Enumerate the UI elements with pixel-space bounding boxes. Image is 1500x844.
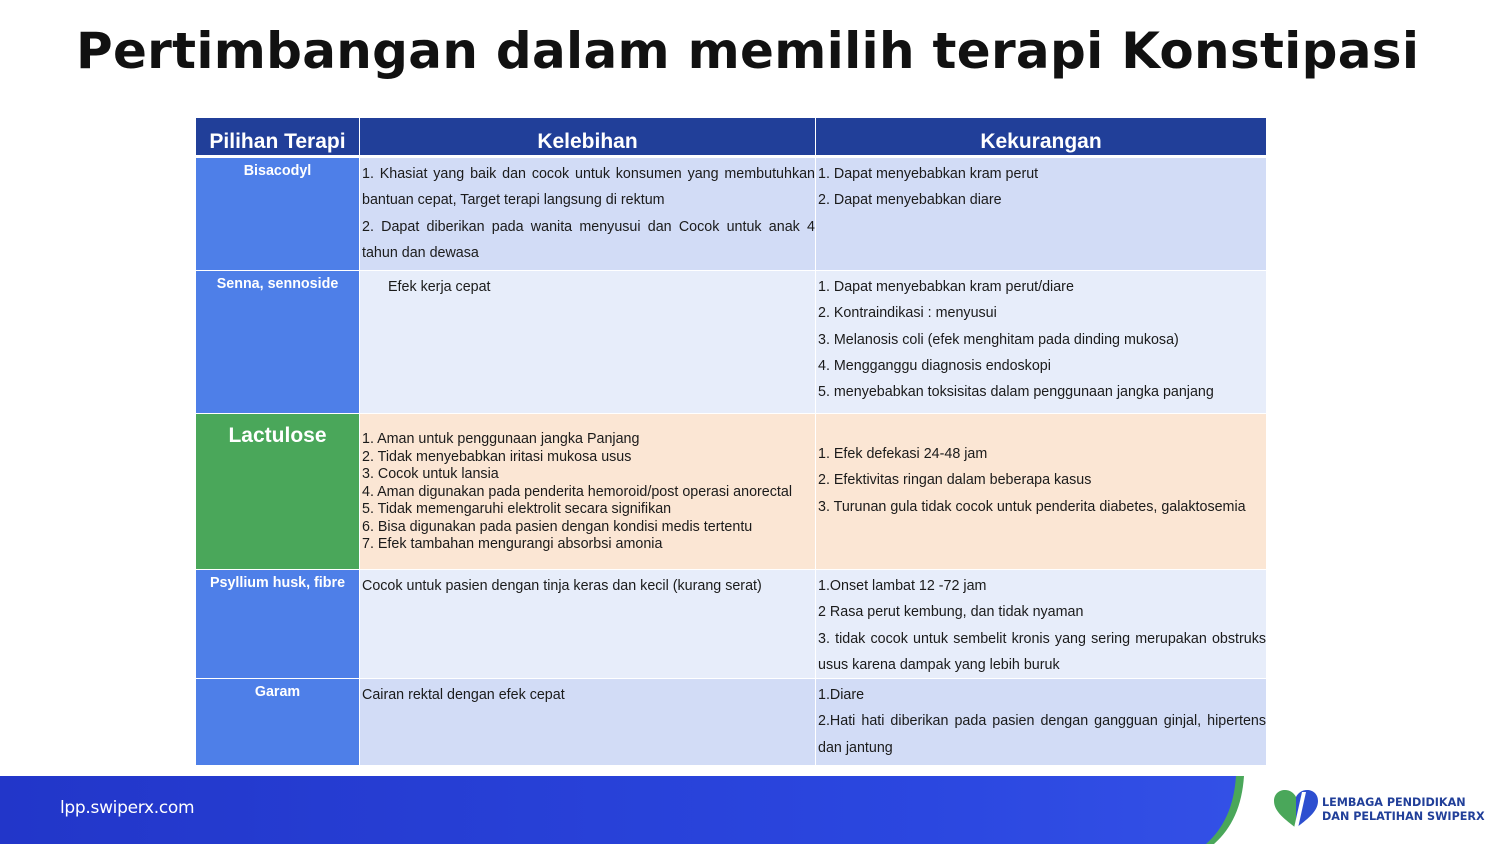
kelebihan-line: tahun dan dewasa: [362, 244, 479, 261]
kekurangan-line: 3. tidak cocok untuk sembelit kronis yang sering merupakan obstruks: [818, 630, 1266, 647]
kekurangan-line: usus karena dampak yang lebih buruk: [818, 656, 1060, 673]
kekurangan-cell: [816, 679, 1267, 766]
table-row-lactulose: [196, 414, 1267, 570]
table-row-bisacodyl: [196, 157, 1267, 271]
footer-url[interactable]: lpp.swiperx.com: [60, 798, 195, 818]
kekurangan-line: 1.Diare: [818, 687, 865, 704]
kelebihan-line: Cocok untuk pasien dengan tinja keras dan kecil (kurang serat): [362, 578, 762, 594]
kekurangan-line: 4. Mengganggu diagnosis endoskopi: [818, 357, 1051, 374]
kelebihan-line: 2. Dapat diberikan pada wanita menyusui dan Cocok untuk anak 4: [362, 218, 815, 235]
table-row-garam: [196, 679, 1267, 766]
kekurangan-cell: [816, 157, 1267, 271]
kelebihan-cell: [360, 414, 816, 570]
kekurangan-line: dan jantung: [818, 739, 893, 756]
therapy-name: Psyllium husk, fibre: [196, 570, 360, 679]
kelebihan-line: Cairan rektal dengan efek cepat: [362, 687, 565, 704]
kelebihan-line: 2. Tidak menyebabkan iritasi mukosa usus: [362, 448, 632, 465]
kelebihan-line: 6. Bisa digunakan pada pasien dengan kondisi medis tertentu: [362, 518, 753, 535]
kekurangan-line: 3. Melanosis coli (efek menghitam pada dinding mukosa): [818, 331, 1179, 348]
kelebihan-line: 3. Cocok untuk lansia: [362, 466, 499, 482]
therapy-name: Senna, sennoside: [196, 271, 360, 414]
kekurangan-cell: [816, 570, 1267, 679]
header-pilihan-terapi: Pilihan Terapi: [196, 118, 360, 157]
kekurangan-line: 2.Hati hati diberikan pada pasien dengan gangguan ginjal, hipertens: [818, 713, 1266, 730]
therapy-name: Lactulose: [196, 414, 360, 570]
header-kekurangan: Kekurangan: [816, 118, 1267, 157]
therapy-table: [195, 117, 1267, 766]
therapy-name: Bisacodyl: [196, 157, 360, 271]
kekurangan-line: 2. Efektivitas ringan dalam beberapa kasus: [818, 472, 1092, 489]
kekurangan-cell: [816, 271, 1267, 414]
kekurangan-line: 2. Dapat menyebabkan diare: [818, 192, 1002, 209]
kekurangan-cell: [816, 414, 1267, 570]
kelebihan-line: 1. Aman untuk penggunaan jangka Panjang: [362, 431, 640, 447]
therapy-name: Garam: [196, 679, 360, 766]
kelebihan-line: 7. Efek tambahan mengurangi absorbsi amonia: [362, 536, 663, 552]
kelebihan-cell: [360, 679, 816, 766]
kelebihan-line: bantuan cepat, Target terapi langsung di rektum: [362, 192, 665, 209]
page-title: Pertimbangan dalam memilih terapi Konstipasi: [76, 22, 1420, 80]
kelebihan-line: Efek kerja cepat: [388, 279, 491, 295]
kekurangan-line: 2 Rasa perut kembung, dan tidak nyaman: [818, 604, 1084, 621]
header-kelebihan: Kelebihan: [360, 118, 816, 157]
kekurangan-line: 5. menyebabkan toksisitas dalam penggunaan jangka panjang: [818, 384, 1214, 401]
org-line-2: DAN PELATIHAN SWIPERX: [1322, 810, 1485, 823]
kelebihan-line: 4. Aman digunakan pada penderita hemoroid/post operasi anorectal: [362, 483, 792, 500]
table-row-senna: [196, 271, 1267, 414]
kekurangan-line: 3. Turunan gula tidak cocok untuk penderita diabetes, galaktosemia: [818, 498, 1246, 515]
kelebihan-line: 1. Khasiat yang baik dan cocok untuk konsumen yang membutuhkan: [362, 166, 815, 182]
kelebihan-cell: [360, 570, 816, 679]
kekurangan-line: 1. Dapat menyebabkan kram perut: [818, 166, 1039, 182]
kekurangan-line: 1. Dapat menyebabkan kram perut/diare: [818, 279, 1074, 295]
table-header-row: [196, 118, 1267, 157]
org-line-1: LEMBAGA PENDIDIKAN: [1322, 796, 1466, 809]
kelebihan-cell: [360, 157, 816, 271]
kekurangan-line: 2. Kontraindikasi : menyusui: [818, 305, 997, 322]
kekurangan-line: 1.Onset lambat 12 -72 jam: [818, 578, 987, 594]
footer-org-name: [1322, 796, 1485, 824]
kelebihan-line: 5. Tidak memengaruhi elektrolit secara signifikan: [362, 501, 672, 517]
swiperx-heart-logo-icon: [1270, 788, 1322, 830]
table-row-psyllium: [196, 570, 1267, 679]
kekurangan-line: 1. Efek defekasi 24-48 jam: [818, 446, 988, 462]
kelebihan-cell: [360, 271, 816, 414]
